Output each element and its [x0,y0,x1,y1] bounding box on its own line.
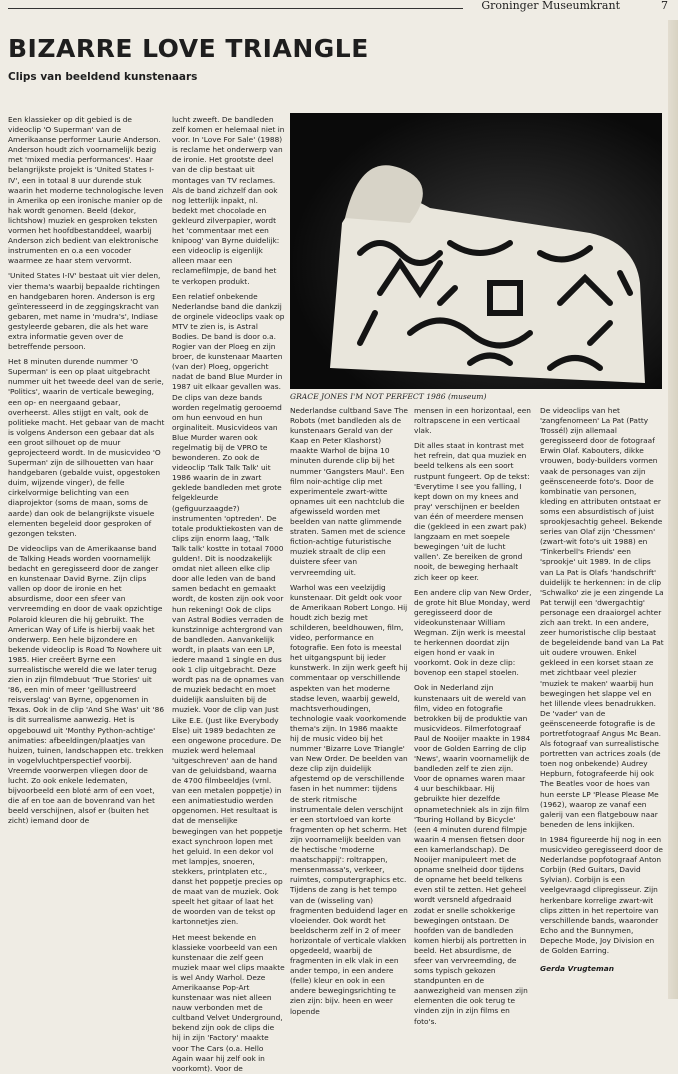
publication-name: Groninger Museumkrant [481,0,620,12]
photo-caption: GRACE JONES I'M NOT PERFECT 1986 (museum) [290,392,487,401]
article-title: BIZARRE LOVE TRIANGLE [8,34,369,63]
paragraph: Het meest bekende en klassieke voorbeeld van een kunstenaar die zelf geen muziek maar wel clips maakte is wel Andy Warhol. Deze Amerikaanse Pop-Art kunstenaar was niet alleen nauw verbonden met de cultband Velvet Underground, bekend zijn ook de clips die hij in zijn 'Factory' maakte voor The Cars (o.a. Hello Again waar hij zelf ook in voorkomt). Voor de [172,932,285,1073]
text-column-2 [172,115,285,1073]
paragraph: Warhol was een veelzijdig kunstenaar. Dit geldt ook voor de Amerikaan Robert Longo. Hij houdt zich bezig met schilderen, beeldhouwen, film, video, performance en fotografie. Een foto is meestal het uitgangspunt bij ieder kunstwerk. In zijn werk geeft hij commentaar op verschillende aspekten van het moderne stadse leven, waarbij geweld, machtsverhoudingen, technologie vaak voorkomende thema's zijn. In 1986 maakte hij de music video bij het nummer 'Bizarre Love Triangle' van New Order. De beelden van deze clip zijn duidelijk afgestemd op de verschillende fasen in het nummer: tijdens de sterk ritmische instrumentale delen verschijnt er een stortvloed van korte fragmenten op het scherm. Het zijn voornamelijk beelden van de hectische 'moderne maatschappij': roltrappen, mensenmassa's, verkeer, ruimtes, computergraphics etc. Tijdens de zang is het tempo van de (wisseling van) fragmenten beduidend lager en vloeiender. Ook wordt het beeldscherm zelf in 2 of meer horizontale of verticale vlakken opgedeeld, waarbij de fragmenten in elk vlak in een ander tempo, in een andere (felle) kleur en ook in een andere bewegingsrichting te zien zijn: bijv. heen en weer lopende [290,582,408,1016]
paragraph: Een relatief onbekende Nederlandse band die dankzij de orginele videoclips vaak op MTV te zien is, is Astral Bodies. De band is door o.a. Rogier van der Ploeg en zijn broer, de kunstenaar Maarten (van der) Ploeg, opgericht nadat de band Blue Murder in 1987 uit elkaar gevallen was. De clips van deze bands worden regelmatig gerooemd om hun eenvoud en hun orginaliteit. Musicvideos van Blue Murder waren ook regelmatig bij de VPRO te bewonderen. Zo ook de videoclip 'Talk Talk Talk' uit 1986 waarin de in zwart geklede bandleden met grote felgekleurde (gefiguurzaagde?) instrumenten 'optreden'. De totale produktiekosten van de clips zijn enorm laag, 'Talk Talk talk' kostte in totaal 7000 gulden!. Dit is noodzakelijk omdat niet alleen elke clip door alle leden van de band samen bedacht en gemaakt wordt, de kosten zijn ook voor hun rekening! Ook de clips van Astral Bodies verraden de kunstzinnige achtergrond van de bandleden. Aanvankelijk wordt, in plaats van een LP, iedere maand 1 single en dus ook 1 clip uitgebracht. Deze wordt pas na de opnames van de muziek bedacht en moet duidelijk aansluiten bij de muziek. Voor de clip van Just Like E.E. (Just like Everybody Else) uit 1989 bedachten ze een ongewone procedure. De muziek werd helemaal 'uitgeschreven' aan de hand van de geluidsband, waarna de 4700 filmbeeldjes (vrnl. van een metalen poppetje) in een animatiestudio werden opgenomen. Het resultaat is dat de menselijke bewegingen van het poppetje exact synchroon lopen met het geluid. In een dekor vol met lampjes, snoeren, stekkers, printplaten etc., danst het poppetje precies op de maat van de muziek. Ook speelt het gitaar of laat het de woorden van de tekst op kartonnetjes zien. [172,291,285,927]
author-signature: Gerda Vrugteman [540,964,614,974]
running-header [0,0,678,14]
grace-jones-photo-illustration [290,113,662,389]
paragraph: In 1984 figureerde hij nog in een musicvideo geregisseerd door de Nederlandse popfotograaf Anton Corbijn (Red Guitars, David Sylvian). Corbijn is een veelgevraagd clipregisseur. Zijn herkenbare korrelige zwart-wit clips zitten in het repertoire van verschillende bands, waaronder Echo and the Bunnymen, Depeche Mode, Joy Division en de Golden Earring. [540,834,663,955]
article-subtitle: Clips van beeldend kunstenaars [8,71,198,83]
text-column-1 [8,115,165,995]
article-photo [290,113,662,389]
paragraph: lucht zweeft. De bandleden zelf komen er helemaal niet in voor. In 'Love For Sale' (1988) is reclame het onderwerp van de ironie. Het grootste deel van de clip bestaat uit montages van TV reclames. Als de band zichzelf dan ook nog letterlijk inpakt, nl. bedekt met chocolade en gekleurd zilverpapier, wordt het 'commentaar met een knipoog' van Byrne duidelijk: een videoclip is eigenlijk alleen maar een reclamefilmpje, de band het te verkopen produkt. [172,115,285,286]
paragraph: Nederlandse cultband Save The Robots (met bandleden als de kunstenaars Gerald van der Kaap en Peter Klashorst) maakte Warhol de bijna 10 minuten durende clip bij het nummer 'Gangsters Maul'. Een film noir-achtige clip met experimentele zwart-witte opnames uit een nachtclub die afgewisseld worden met beelden van natte glimmende straten. Samen met de science fiction-achtige futuristische muziek straalt de clip een duistere sfeer van vervreemding uit. [290,406,408,577]
paragraph: Een andere clip van New Order, de grote hit Blue Monday, werd geregisseerd door de videokunstenaar William Wegman. Zijn werk is meestal te herkennen doordat zijn eigen hond er vaak in voorkomt. Ook in deze clip: bovenop een stapel stoelen. [414,587,532,678]
header-rule [8,8,463,9]
text-column-5 [540,406,664,996]
text-column-3 [290,406,408,1016]
paragraph: 'United States I-IV' bestaat uit vier delen, vier thema's waarbij bepaalde richtingen en handgebaren horen. Anderson is erg geïnteresseerd in de zeggingskracht van gebaren, met name in 'mudra's', Indiase gestyleerde gebaren, die als het ware extra informatie geven over de betreffende persoon. [8,271,161,352]
paragraph: De videoclips van het 'zangfenomeen' La Pat (Patty Trossél) zijn allemaal geregisseerd door de fotograaf Erwin Olaf. Kabouters, dikke vrouwen, body-builders vormen vaak de personages van zijn geënsceneerde foto's. Door de kombinatie van personen, kleding en attributen ontstaat er soms een absurdistisch of juist sprookjesachtig geheel. Bekende series van Olaf zijn 'Chessmen' (zwart-wit foto's uit 1988) en 'Tinkerbell's Friends' een 'sprookje' uit 1989. In de clips van La Pat is Olafs 'handschrift' duidelijk te herkennen: in de clip 'Schwalko' zie je een zingende La Pat terwijl een 'dwergachtig' personage een draaiorgel achter zich aan trekt. In een andere, zeer humoristische clip bestaat de begeleidende band van La Pat uit oudere vrouwen. Enkel gekleed in een korset staan ze met zichtbaar veel plezier 'muziek te maken' waarbij hun bewegingen het slappe vel en het lillende vlees benadrukken. De 'vader' van de geënsceneerde fotografie is de portretfotograaf Angus Mc Bean. Als fotograaf van surrealistische portretten van actrices zoals (de toen nog onbekende) Audrey Hepburn, fotografeerde hij ook The Beatles voor de hoes van hun eerste LP 'Please Please Me (1962), waarop ze vanaf een galerij van een flatgebouw naar beneden de lens inkijken. [540,406,664,829]
paragraph: De videoclips van de Amerikaanse band de Talking Heads worden voornamelijk bedacht en geregisseerd door de zanger en kunstenaar David Byrne. Zijn clips vallen op door de ironie en het absurdisme, door een sfeer van vervreemding en door de vaak opzichtige Polaroid kleuren die hij gebruikt. The American Way of Life is hierbij vaak het onderwerp. Een hele bijzondere en bekende videoclip is Road To Nowhere uit 1985. Hier creëert Byrne een surrealistische wereld die we later terug zien in zijn filmdebuut 'True Stories' uit '86, een min of meer 'geïllustreerd reisverslag' van Byrne, opgenomen in Texas. Ook in de clip 'And She Was' uit '86 is dit surrealisme aanwezig. Het is opgebouwd uit 'Monthy Python-achtige' animaties: afbeeldingen/plaatjes van huizen, tuinen, landschappen etc. trekken in vogelvluchtperspectief voorbij. Vreemde voorwerpen vliegen door de lucht. Zo ook enkele ledematen, bijvoorbeeld een bloté arm of een voet, die af en toe aan de bovenrand van het beeld verschijnen, alsof er (buiten het zicht) iemand door de [8,543,165,826]
text-column-4 [414,406,532,1026]
paragraph: Een klassieker op dit gebied is de videoclip 'O Superman' van de Amerikaanse performer Laurie Anderson. Anderson houdt zich voornamelijk bezig met 'mixed media performances'. Haar belangrijkste projekt is 'United States I-IV', een in totaal 8 uur durende stuk waarin het moderne technologische leven in Amerika op een ironische manier op de hak wordt genomen. Beeld (dekor, lichtshow) muziek en gesproken teksten vormen het hoofdbestanddeel, waarbij Anderson zich bedient van elektronische instrumenten en o.a een vocoder waarmee ze haar stem vervormt. [8,115,164,266]
paragraph: mensen in een horizontaal, een roltrapscene in een verticaal vlak. [414,406,531,436]
paragraph: Het 8 minuten durende nummer 'O Superman' is een op plaat uitgebracht nummer uit het tweede deel van de serie, 'Politics', waarin de verticale beweging, een op- en neergaand gebaar, overheerst. Alles stijgt en valt, ook de politieke macht. Het gebaar van de macht is volgens Anderson een gebaar dat als een groot silhouet op de muur geprojecteerd wordt. In de musicvideo 'O Superman' zijn de silhouetten van haar handgebaren (gebalde vuist, opgestoken duim, wijzende vinger), de felle cirkelvormige belichting van een diaprojektor (soms de maan, soms de aarde) dan ook de belangrijkste visuele elementen begeleid door gesproken of gezongen teksten. [8,357,165,538]
page-number: 7 [661,0,668,12]
paragraph: Ook in Nederland zijn kunstenaars uit de wereld van film, video en fotografie betrokken bij de produktie van musicvideos. Filmerfotograaf Paul de Nooijer maakte in 1984 voor de Golden Earring de clip 'News', waarin voornamelijk de bandleden zelf te zien zijn. Voor de opnames waren maar 4 uur beschikbaar. Hij gebruikte hier dezelfde opnametechniek als in zijn film 'Touring Holland by Bicycle' (een 4 minuten durend filmpje waarin 4 mensen fietsen door een kamerlandschap). De Nooijer manipuleert met de opname snelheid door tijdens de opname het beeld telkens even stil te zetten. Het geheel wordt versneld afgedraaid zodat er snelle schokkerige bewegingen ontstaan. De hoofden van de bandleden komen hierbij als portretten in beeld. Het absurdisme, de sfeer van vervreemding, de soms typisch gekozen standpunten en de aanwezigheid van mensen zijn elementen die ook terug te vinden zijn in zijn films en foto's. [414,683,531,1026]
paragraph: Dit alles staat in kontrast met het refrein, dat qua muziek en beeld telkens als een soort rustpunt fungeert. Op de tekst: 'Everytime I see you falling, I kept down on my knees and pray' verschijnen er beelden van één of meerdere mensen die (gekleed in een zwart pak) langzaam en met soepele bewegingen 'uit de lucht vallen'. Ze bereiken de grond nooit, de beweging herhaalt zich keer op keer. [414,441,530,582]
facing-page-edge [668,20,678,999]
